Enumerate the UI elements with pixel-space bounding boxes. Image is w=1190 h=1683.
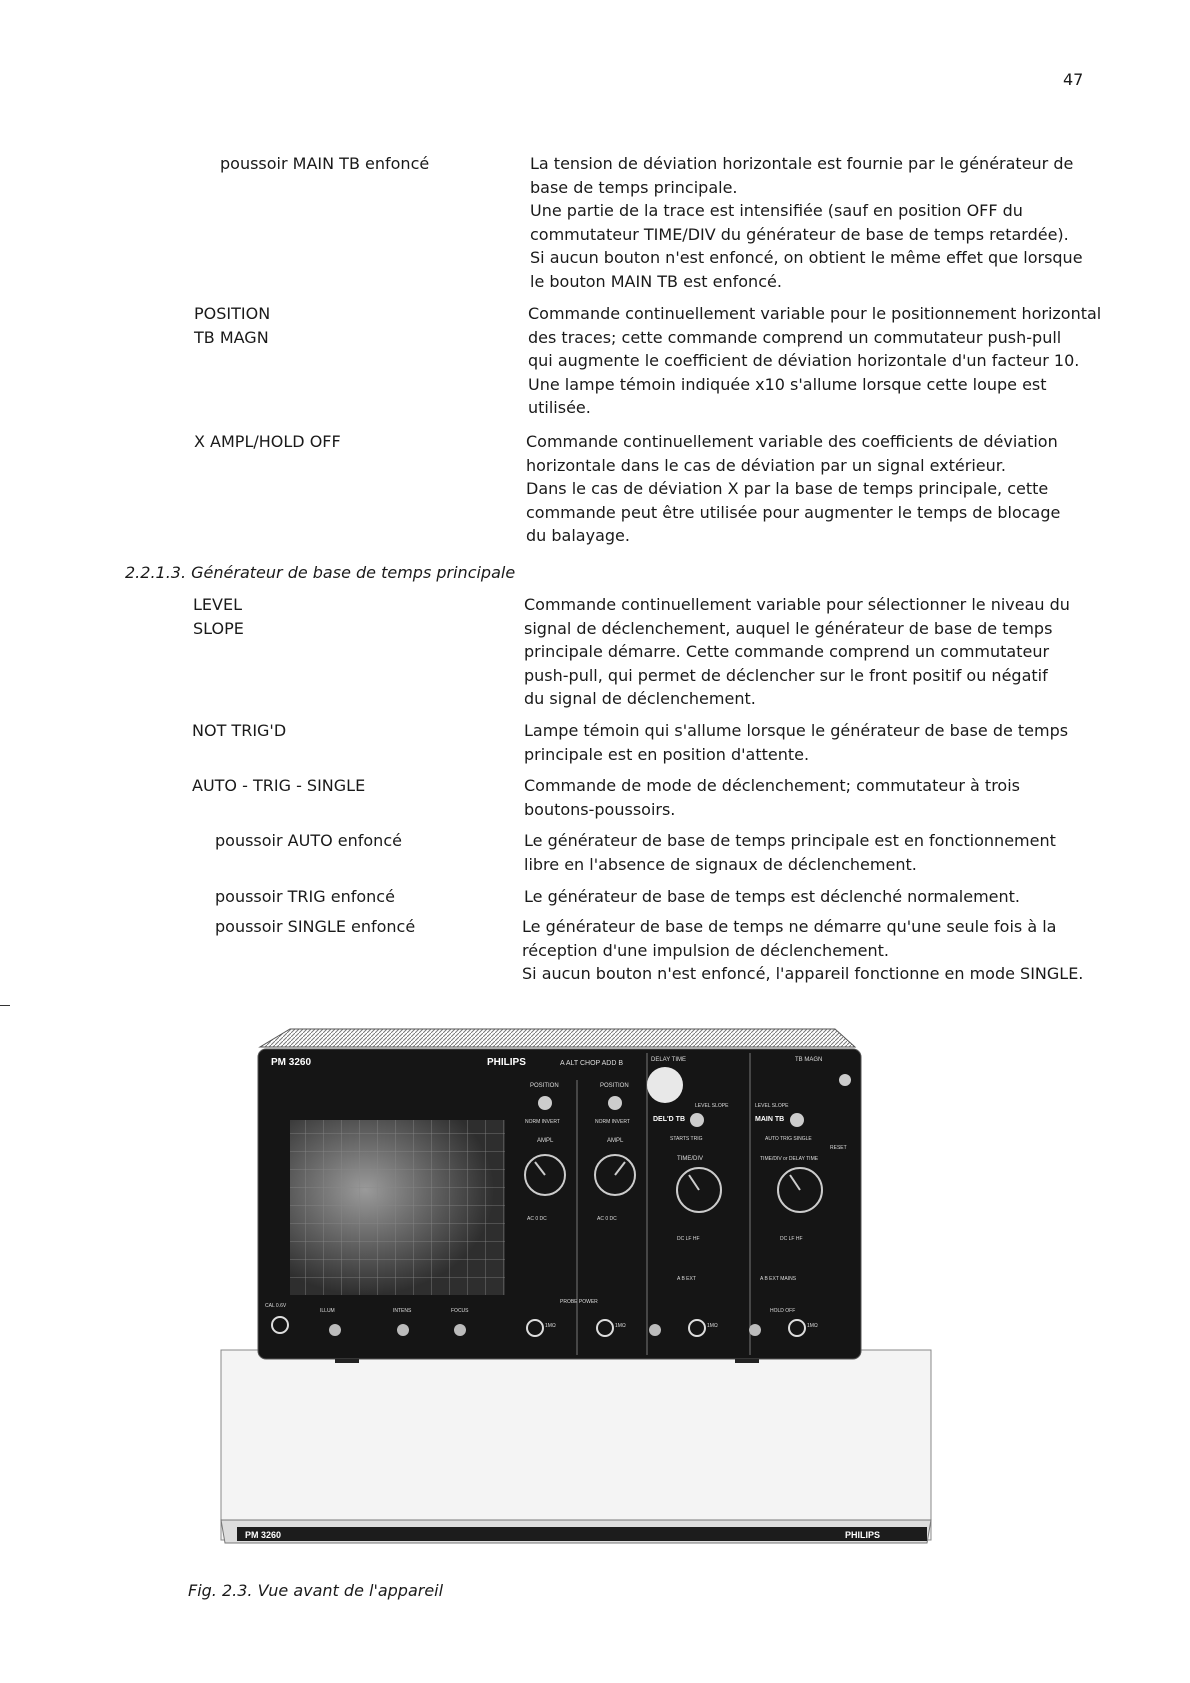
focus-knob[interactable] [454,1324,466,1336]
term: poussoir TRIG enfoncé [215,887,395,906]
base-strip [237,1527,927,1541]
deld-tb-label: DEL'D TB [653,1116,685,1123]
panel-brand: PHILIPS [487,1057,526,1068]
probe-power-label: PROBE POWER [560,1299,598,1305]
ch-b-position-label: POSITION [600,1083,629,1089]
delay-time-label: DELAY TIME [651,1057,687,1063]
auto-trig-single-label: AUTO TRIG SINGLE [765,1136,812,1142]
term: NOT TRIG'D [192,721,287,740]
main-ext-impedance: 1MΩ [807,1323,818,1329]
ch-b-impedance: 1MΩ [615,1323,626,1329]
term: X AMPL/HOLD OFF [194,432,341,451]
deld-time-div-label: TIME/DIV [677,1156,704,1162]
delay-time-dial[interactable] [647,1067,683,1103]
deld-source: A B EXT [677,1276,696,1282]
deld-knob[interactable] [649,1324,661,1336]
description: La tension de déviation horizontale est fournie par le générateur de base de temps principale. Une partie de la trace est intensifiée (sauf en position OFF du commutateur TIME/DIV du générateur de base de temps retardée). Si aucun bouton n'est enfoncé, on obtient le même effet que lorsque le bouton MAIN TB est enfoncé. [530,154,1083,291]
ch-b-coupling: AC 0 DC [597,1216,617,1222]
term: poussoir AUTO enfoncé [215,831,402,850]
ch-a-ampl-label: AMPL [537,1138,554,1144]
section-heading: 2.2.1.3. Générateur de base de temps principale [125,563,516,582]
description: Commande de mode de déclenchement; commutateur à trois boutons-poussoirs. [524,776,1020,819]
x-ampl-hold-off-knob[interactable] [749,1324,761,1336]
intens-knob[interactable] [397,1324,409,1336]
cal-label: CAL 0.6V [265,1303,287,1309]
base-model-label: PM 3260 [245,1530,282,1540]
ch-a-coupling: AC 0 DC [527,1216,547,1222]
ch-b-ampl-label: AMPL [607,1138,624,1144]
deld-ext-impedance: 1MΩ [707,1323,718,1329]
description: Commande continuellement variable des coefficients de déviation horizontale dans le cas de déviation par un signal extérieur. Dans le cas de déviation X par la base de temps principale, cette commande peut être utilisée pour augmenter le temps de blocage du balayage. [526,432,1061,545]
foot [735,1359,759,1363]
deld-trig-coupling: DC LF HF [677,1236,700,1242]
deld-level-slope: LEVEL SLOPE [695,1103,729,1109]
cabinet-body [221,1350,931,1540]
oscilloscope-figure [215,1025,935,1555]
oscilloscope-illustration [215,1025,935,1555]
panel-model: PM 3260 [271,1057,312,1068]
reset-label: RESET [830,1145,847,1151]
channel-modes-label: A ALT CHOP ADD B [560,1060,624,1067]
main-tb-label: MAIN TB [755,1116,785,1123]
term: POSITION TB MAGN [194,304,271,347]
description: Le générateur de base de temps est déclenché normalement. [524,887,1020,906]
position-tb-magn-knob[interactable] [839,1074,851,1086]
description: Commande continuellement variable pour sélectionner le niveau du signal de déclenchement, auquel le générateur de base de temps principale démarre. Cette commande comprend un commutateur push-pull, qui permet de déclencher sur le front positif ou négatif du signal de déclenchement. [524,595,1070,708]
deld-level-knob[interactable] [690,1113,704,1127]
main-trig-coupling: DC LF HF [780,1236,803,1242]
foot [335,1359,359,1363]
margin-mark [0,1005,10,1006]
description: Lampe témoin qui s'allume lorsque le générateur de base de temps principale est en position d'attente. [524,721,1069,764]
main-level-slope: LEVEL SLOPE [755,1103,789,1109]
hold-off-label: HOLD OFF [770,1308,796,1314]
ch-b-norm-invert: NORM INVERT [595,1119,630,1125]
term: poussoir SINGLE enfoncé [215,917,416,936]
ch-a-impedance: 1MΩ [545,1323,556,1329]
main-level-knob[interactable] [790,1113,804,1127]
main-source: A B EXT MAINS [760,1276,797,1282]
tb-magn-label: TB MAGN [795,1057,823,1063]
starts-trig-label: STARTS TRIG [670,1136,703,1142]
ch-a-position-label: POSITION [530,1083,559,1089]
page-number: 47 [1063,70,1084,89]
ch-a-norm-invert: NORM INVERT [525,1119,560,1125]
term: AUTO - TRIG - SINGLE [192,776,366,795]
crt-graticule [290,1120,505,1295]
illum-label: ILLUM [320,1308,335,1314]
base-brand-label: PHILIPS [845,1530,881,1540]
ch-a-position-knob[interactable] [538,1096,552,1110]
illum-knob[interactable] [329,1324,341,1336]
figure-caption: Fig. 2.3. Vue avant de l'appareil [188,1581,444,1600]
ch-b-position-knob[interactable] [608,1096,622,1110]
focus-label: FOCUS [451,1308,469,1314]
top-bevel [260,1029,855,1047]
main-time-div-label: TIME/DIV or DELAY TIME [760,1156,819,1162]
description: Le générateur de base de temps principale est en fonctionnement libre en l'absence de signaux de déclenchement. [524,831,1056,874]
term: poussoir MAIN TB enfoncé [220,154,430,173]
description: Le générateur de base de temps ne démarre qu'une seule fois à la réception d'une impulsion de déclenchement. Si aucun bouton n'est enfoncé, l'appareil fonctionne en mode SINGLE. [522,917,1084,983]
intens-label: INTENS [393,1308,412,1314]
term: LEVEL SLOPE [193,595,244,638]
description: Commande continuellement variable pour le positionnement horizontal des traces; cette commande comprend un commutateur push-pull qui augmente le coefficient de déviation horizontale d'un facteur 10. Une lampe témoin indiquée x10 s'allume lorsque cette loupe est utilisée. [528,304,1102,417]
